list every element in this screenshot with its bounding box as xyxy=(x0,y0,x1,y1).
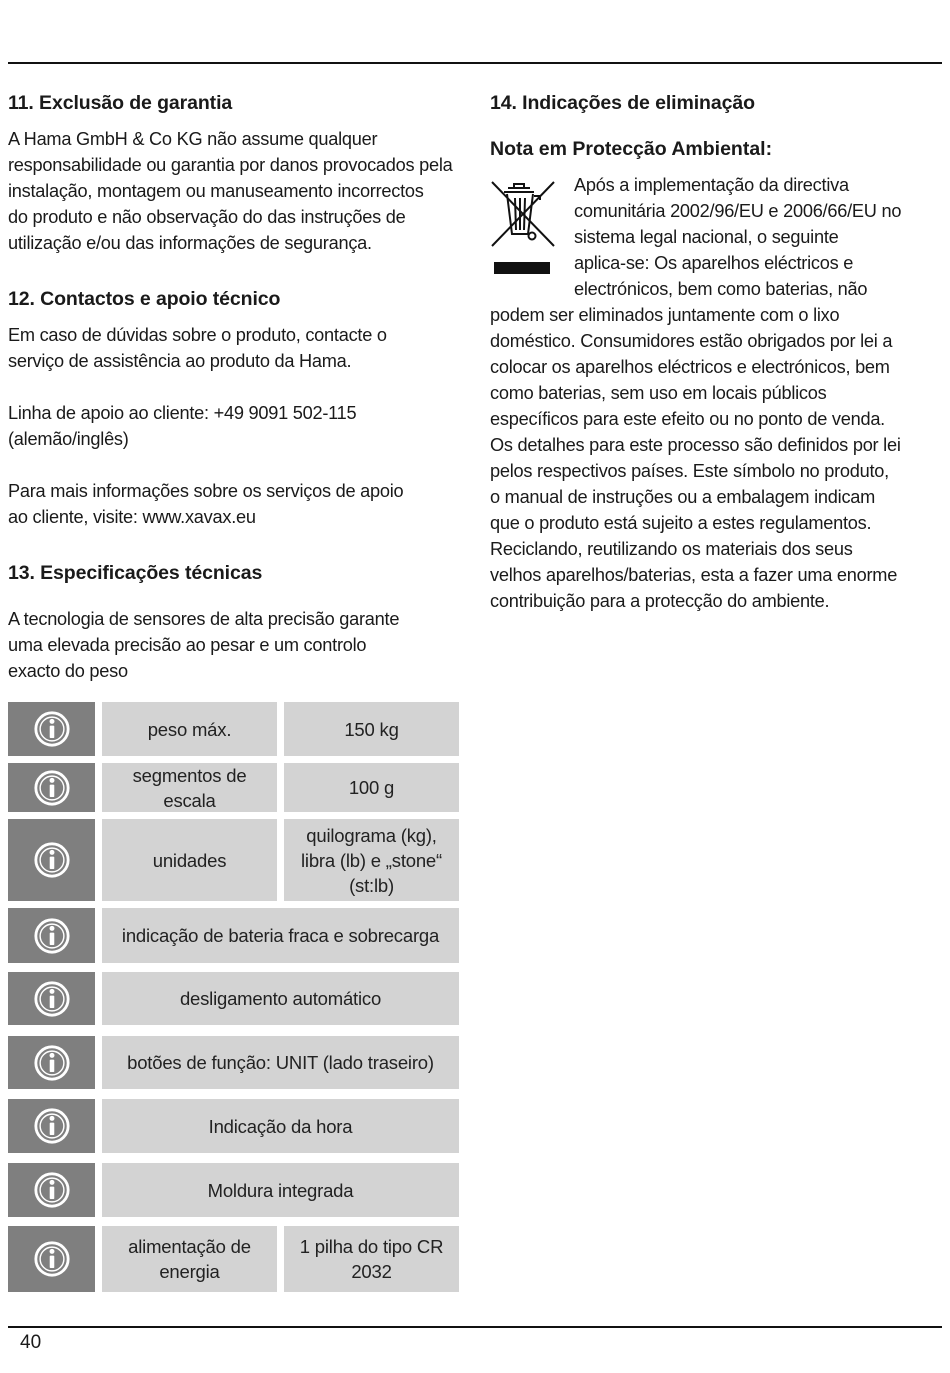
spec-label: alimentação de energia xyxy=(102,1226,277,1292)
info-icon xyxy=(33,841,71,879)
text-line: Reciclando, reutilizando os materiais dos seus xyxy=(490,539,853,559)
spec-label: segmentos de escala xyxy=(102,763,277,812)
text-line: podem ser eliminados juntamente com o lixo xyxy=(490,305,840,325)
text-line: o manual de instruções ou a embalagem indicam xyxy=(490,487,876,507)
text-line: (alemão/inglês) xyxy=(8,429,129,449)
website-text: ao cliente, visite: www.xavax.eu xyxy=(8,507,256,527)
spec-row xyxy=(8,1163,459,1217)
spec-value: 150 kg xyxy=(284,702,459,756)
spec-value: quilograma (kg), libra (lb) e „stone“ (st:lb) xyxy=(284,819,459,901)
text-line: doméstico. Consumidores estão obrigados por lei a xyxy=(490,331,893,351)
right-column xyxy=(490,88,942,614)
text-line: Os detalhes para este processo são definidos por lei xyxy=(490,435,901,455)
spec-feature: botões de função: UNIT (lado traseiro) xyxy=(102,1036,459,1089)
spec-row xyxy=(8,819,459,901)
spec-row xyxy=(8,908,459,963)
info-icon xyxy=(33,1107,71,1145)
spec-value: 100 g xyxy=(284,763,459,812)
text-line: serviço de assistência ao produto da Hama. xyxy=(8,351,352,371)
text-line: Após a implementação da directiva xyxy=(574,175,849,195)
info-icon-cell xyxy=(8,908,95,963)
text-line: A Hama GmbH & Co KG não assume qualquer xyxy=(8,129,378,149)
info-icon-cell xyxy=(8,1226,95,1292)
text-line: colocar os aparelhos eléctricos e electrónicos, bem xyxy=(490,357,890,377)
spec-row xyxy=(8,763,459,812)
text-line: aplica-se: Os aparelhos eléctricos e xyxy=(574,253,854,273)
spec-feature: Indicação da hora xyxy=(102,1099,459,1153)
info-icon-cell xyxy=(8,972,95,1025)
section-14-subtitle: Nota em Protecção Ambiental: xyxy=(490,138,773,160)
text-line: responsabilidade ou garantia por danos provocados pela xyxy=(8,155,453,175)
footer-rule xyxy=(8,1326,942,1328)
text-line: pelos respectivos países. Este símbolo no produto, xyxy=(490,461,889,481)
info-icon-cell xyxy=(8,702,95,756)
text-line: utilização e/ou das informações de segurança. xyxy=(8,233,372,253)
hotline-text: Linha de apoio ao cliente: +49 9091 502-115 xyxy=(8,403,357,423)
info-icon xyxy=(33,1171,71,1209)
info-icon xyxy=(33,710,71,748)
spec-row xyxy=(8,972,459,1025)
info-icon-cell xyxy=(8,1036,95,1089)
spec-label: peso máx. xyxy=(102,702,277,756)
spec-feature: indicação de bateria fraca e sobrecarga xyxy=(102,908,459,963)
crossed-out-wheelie-bin-icon xyxy=(490,180,556,276)
page-number: 40 xyxy=(20,1332,42,1353)
section-13 xyxy=(8,560,468,684)
info-icon xyxy=(33,769,71,807)
header-rule xyxy=(8,62,942,64)
info-icon xyxy=(33,1044,71,1082)
text-line: comunitária 2002/96/EU e 2006/66/EU no xyxy=(574,201,902,221)
text-line: A tecnologia de sensores de alta precisão garante xyxy=(8,609,400,629)
spec-value: 1 pilha do tipo CR 2032 xyxy=(284,1226,459,1292)
info-icon-cell xyxy=(8,1099,95,1153)
text-line: Para mais informações sobre os serviços de apoio xyxy=(8,481,404,501)
spec-row xyxy=(8,1099,459,1153)
text-line: Em caso de dúvidas sobre o produto, contacte o xyxy=(8,325,387,345)
info-icon xyxy=(33,917,71,955)
text-line: electrónicos, bem como baterias, não xyxy=(574,279,868,299)
info-icon xyxy=(33,1240,71,1278)
text-line: exacto do peso xyxy=(8,661,128,681)
spec-feature: Moldura integrada xyxy=(102,1163,459,1217)
section-14-title: 14. Indicações de eliminação xyxy=(490,92,755,114)
info-icon-cell xyxy=(8,819,95,901)
text-line: que o produto está sujeito a estes regulamentos. xyxy=(490,513,872,533)
section-13-title: 13. Especificações técnicas xyxy=(8,562,263,584)
text-line: velhos aparelhos/baterias, esta a fazer uma enorme xyxy=(490,565,898,585)
info-icon-cell xyxy=(8,763,95,812)
text-line: contribuição para a protecção do ambiente. xyxy=(490,591,830,611)
text-line: como baterias, sem uso em locais públicos xyxy=(490,383,827,403)
spec-label: unidades xyxy=(102,819,277,901)
section-11 xyxy=(8,90,468,256)
text-line: instalação, montagem ou manuseamento incorrectos xyxy=(8,181,424,201)
spec-row xyxy=(8,1036,459,1089)
info-icon-cell xyxy=(8,1163,95,1217)
spec-feature: desligamento automático xyxy=(102,972,459,1025)
section-12-title: 12. Contactos e apoio técnico xyxy=(8,288,281,310)
text-line: do produto e não observação do das instruções de xyxy=(8,207,406,227)
section-11-title: 11. Exclusão de garantia xyxy=(8,92,233,114)
spec-row xyxy=(8,702,459,756)
text-line: uma elevada precisão ao pesar e um controlo xyxy=(8,635,367,655)
info-icon xyxy=(33,980,71,1018)
text-line: específicos para este efeito ou no ponto de venda. xyxy=(490,409,885,429)
section-12 xyxy=(8,286,468,530)
spec-row xyxy=(8,1226,459,1292)
text-line: sistema legal nacional, o seguinte xyxy=(574,227,839,247)
